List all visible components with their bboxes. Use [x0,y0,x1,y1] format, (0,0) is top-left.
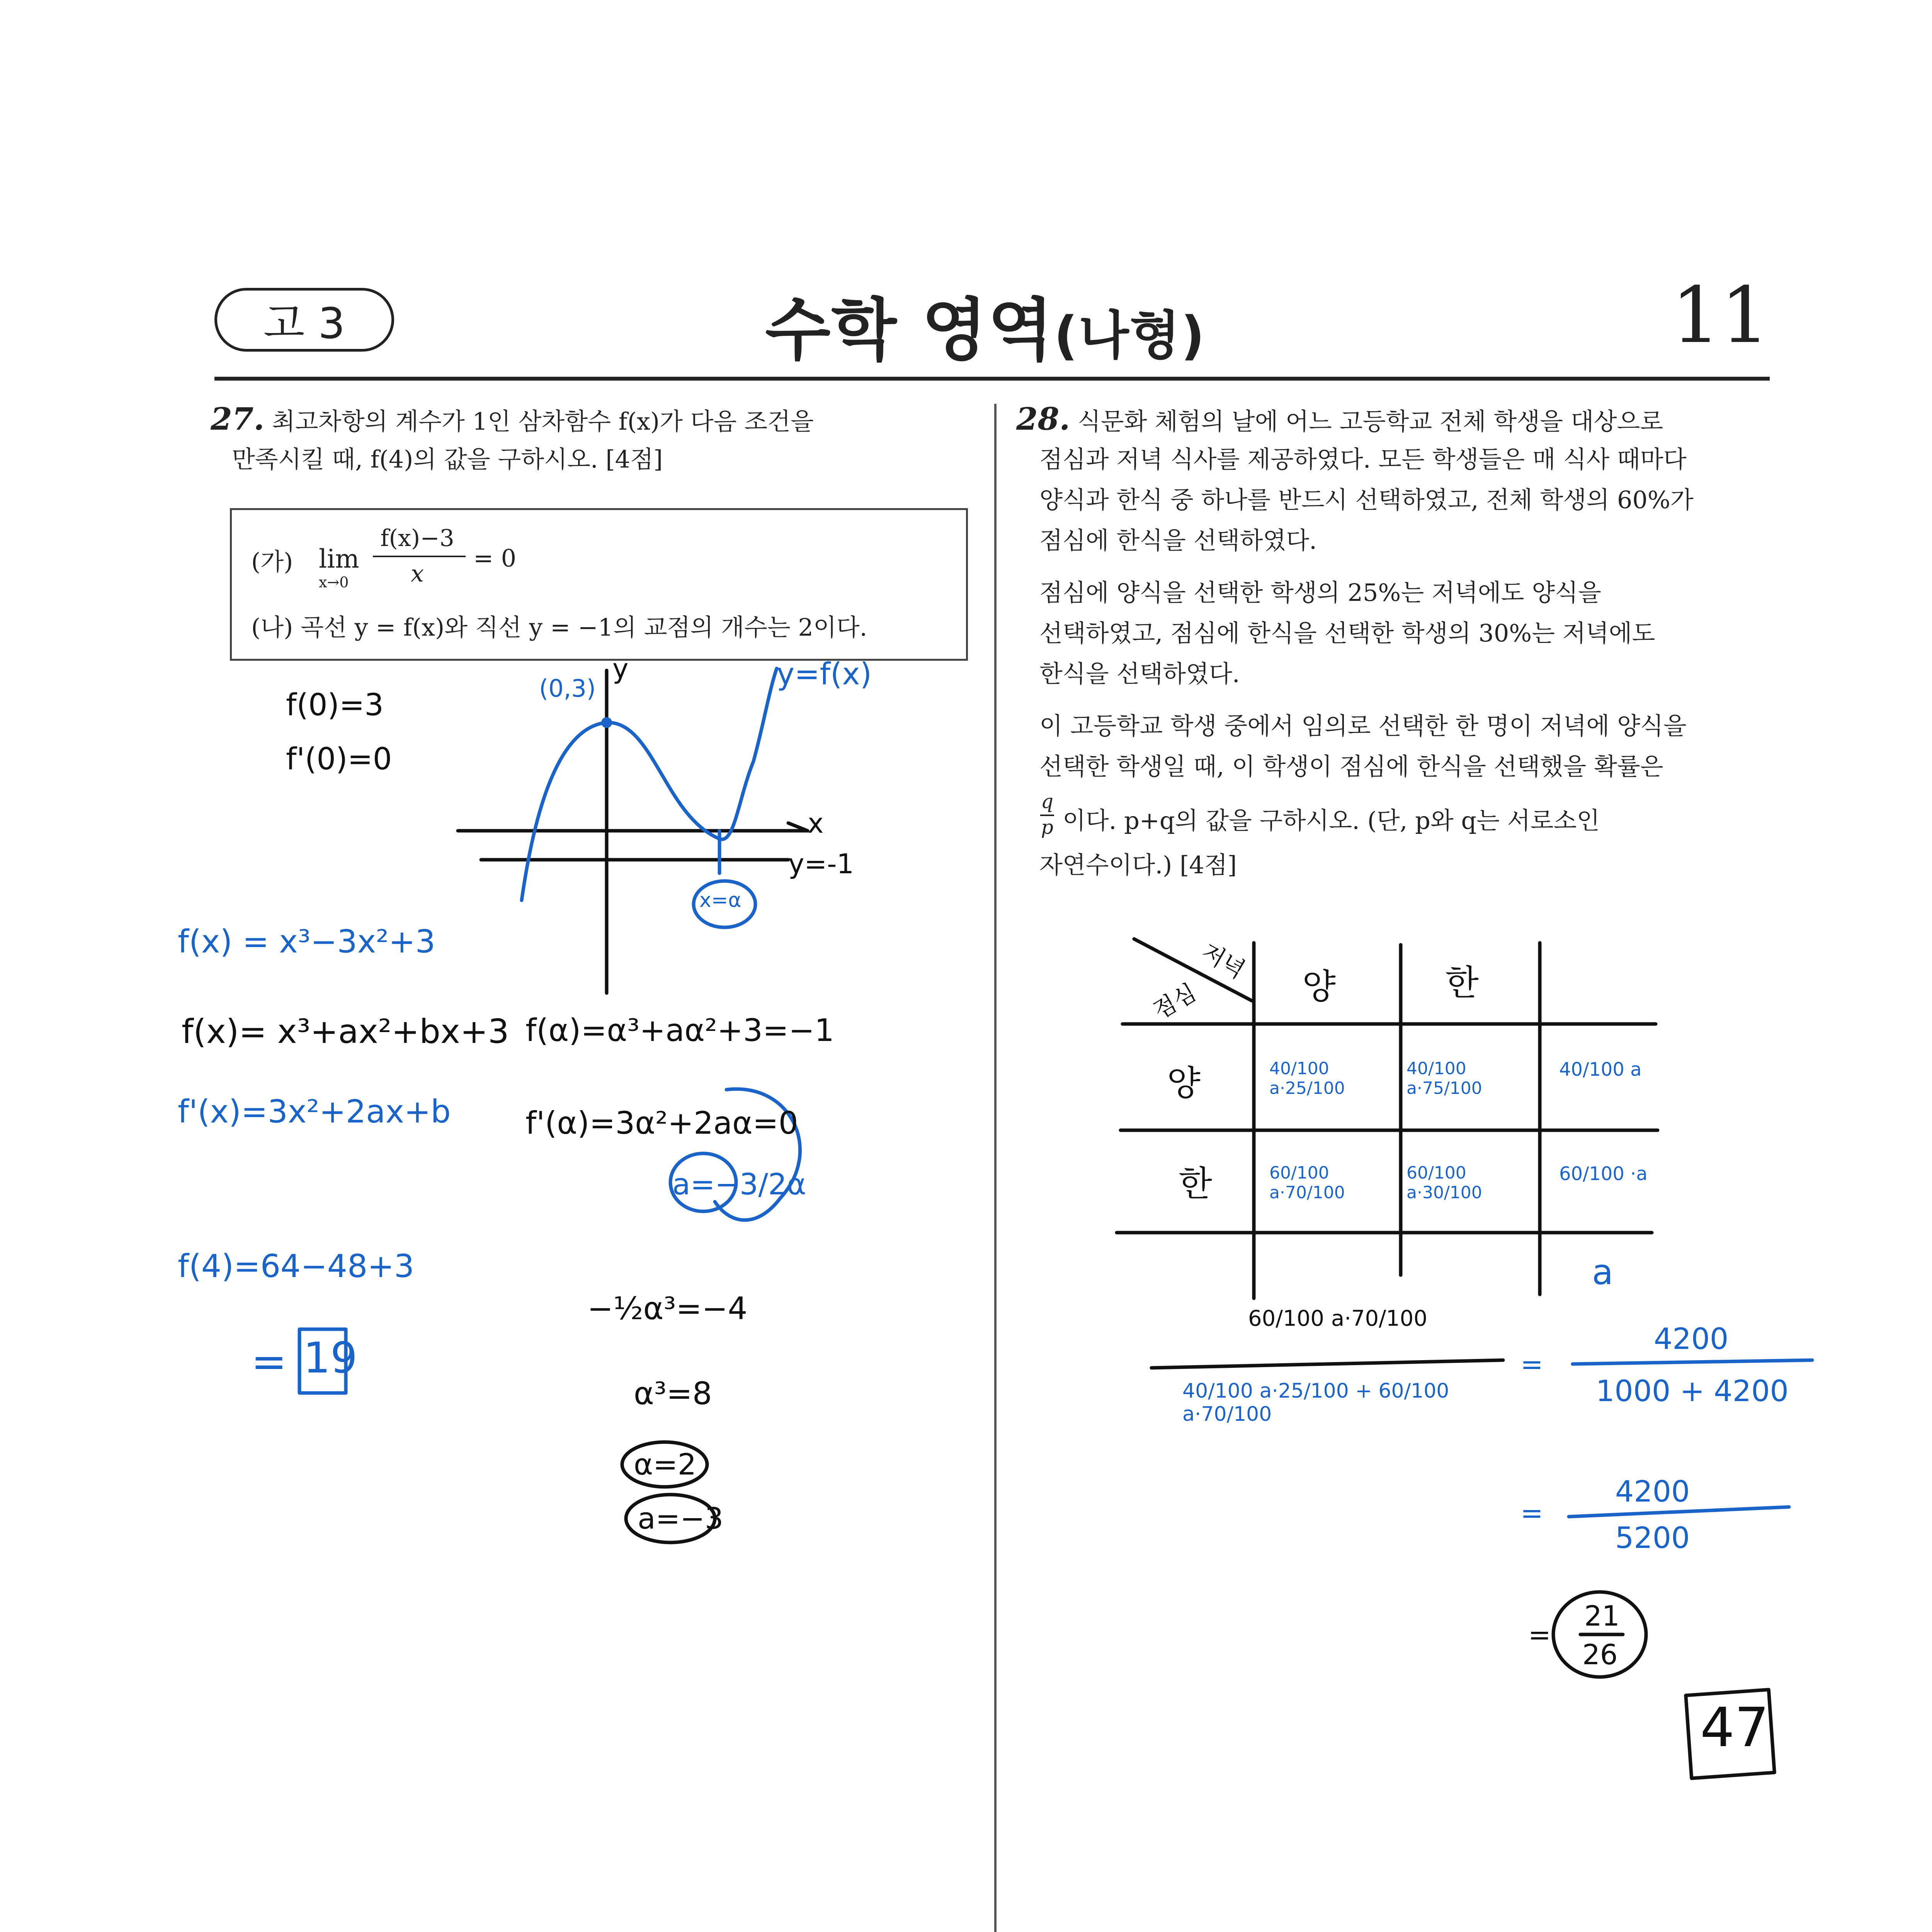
hw-answer-28: 47 [1700,1696,1769,1759]
hw-col1: 양 [1302,966,1336,1007]
hw-f4: f(4)=64−48+3 [178,1248,414,1285]
q28-p1-3: 양식과 한식 중 하나를 반드시 선택하였고, 전체 학생의 60%가 [1039,486,1694,514]
hw-result-den: 26 [1582,1638,1618,1671]
q28-p3-2: 선택한 학생일 때, 이 학생이 점심에 한식을 선택했을 확률은 [1039,752,1663,781]
q28-p3-1: 이 고등학교 학생 중에서 임의로 선택한 한 명이 저녁에 양식을 [1039,712,1687,740]
hw-cell-22: 60/100 a·30/100 [1406,1163,1482,1202]
hw-fx1: f(x) = x³−3x²+3 [178,923,435,960]
hw-fpx: f'(x)=3x²+2ax+b [178,1094,451,1130]
q28-p3-4: 자연수이다.) [4점] [1039,851,1237,879]
hw-root-label: x=α [699,889,742,912]
q27-number: 27. [211,401,265,437]
hw-y-axis-label: y [612,653,629,685]
q28-p2-2: 선택하였고, 점심에 한식을 선택한 학생의 30%는 저녁에도 [1039,619,1655,647]
hw-cell-13: 40/100 a [1559,1059,1642,1080]
hw-curve-label: y=f(x) [777,657,872,692]
hw-eq2: α³=8 [634,1376,712,1412]
q28-p1-1: 식문화 체험의 날에 어느 고등학교 전체 학생을 대상으로 [1077,407,1663,435]
cond-a-num: f(x)−3 [380,525,454,552]
q28-p2-1: 점심에 양식을 선택한 학생의 25%는 저녁에도 양식을 [1039,578,1601,607]
hw-answer-27: 19 [303,1333,357,1383]
hw-step2-den: 5200 [1615,1520,1690,1555]
page-number: 11 [1671,270,1770,361]
hw-eq-c: = [1528,1619,1551,1651]
q28-frac-num: q [1041,790,1053,813]
q28-frac-den: p [1041,816,1053,838]
hw-row2: 한 [1179,1163,1212,1204]
hw-prob-num: 60/100 a·70/100 [1248,1306,1427,1331]
hw-col2: 한 [1445,963,1479,1003]
hw-hdr-lunch: 점심 [1148,979,1201,1025]
q28-p2-3: 한식을 선택하였다. [1039,660,1240,688]
hw-eq-b: = [1520,1497,1543,1529]
hw-alpha: α=2 [634,1447,697,1481]
hw-result-num: 21 [1584,1600,1620,1632]
hw-eq1: −½α³=−4 [587,1291,748,1327]
grade-label: 고 3 [263,298,345,348]
cond-a-label: (가) [251,548,293,576]
hw-step1-num: 4200 [1654,1321,1729,1356]
hw-step2-num: 4200 [1615,1474,1690,1509]
cond-a-eq: = 0 [473,544,517,572]
hw-cell-23: 60/100 ·a [1559,1163,1648,1185]
hw-cell-12: 40/100 a·75/100 [1406,1059,1482,1098]
hw-cell-33: a [1592,1252,1614,1293]
cond-a-den: x [411,560,424,587]
q27-point-0-3 [601,717,612,728]
hw-x-axis-label: x [808,808,824,839]
cond-a-sub: x→0 [319,574,349,591]
cond-a-lim: lim [319,544,359,574]
hw-a-value: a=−3 [638,1501,724,1536]
q27-cubic-curve [522,668,777,900]
hw-equals: = [251,1337,287,1386]
hw-f-alpha: f(α)=α³+aα²+3=−1 [526,1012,834,1048]
hw-cell-21: 60/100 a·70/100 [1269,1163,1345,1202]
hw-row1: 양 [1167,1063,1201,1104]
hw-fp0: f'(0)=0 [286,742,392,777]
hw-prob-den: 40/100 a·25/100 + 60/100 a·70/100 [1182,1379,1449,1426]
hw-hdr-dinner: 저녁 [1197,938,1250,984]
hw-a-solution: a=−3/2α [672,1167,806,1201]
hw-fx2: f(x)= x³+ax²+bx+3 [182,1012,509,1051]
cond-b: (나) 곡선 y = f(x)와 직선 y = −1의 교점의 개수는 2이다. [251,613,867,641]
q28-p1-2: 점심과 저녁 식사를 제공하였다. 모든 학생들은 매 식사 때마다 [1039,445,1687,473]
hw-point-label: (0,3) [539,674,596,702]
q28-big-fraction-bar [1151,1360,1503,1368]
hw-hline-label: y=-1 [788,848,854,880]
q28-number: 28. [1016,401,1070,437]
q28-table-grid [1117,939,1658,1298]
title-sub: (나형) [1054,305,1206,366]
q28-p3-3: 이다. p+q의 값을 구하시오. (단, p와 q는 서로소인 [1063,806,1600,835]
q28-p1-4: 점심에 한식을 선택하였다. [1039,526,1317,554]
step1-bar [1573,1360,1812,1364]
hw-cell-11: 40/100 a·25/100 [1269,1059,1345,1098]
hw-f0: f(0)=3 [286,688,384,723]
hw-fp-alpha: f'(α)=3α²+2aα=0 [526,1105,798,1141]
q27-text-2: 만족시킬 때, f(4)의 값을 구하시오. [4점] [232,445,663,473]
q27-text-1: 최고차항의 계수가 1인 삼차함수 f(x)가 다음 조건을 [272,407,814,435]
hw-eq-a: = [1520,1349,1543,1380]
q27-graph-axes [458,670,808,993]
hw-step1-den: 1000 + 4200 [1596,1374,1789,1408]
title-main: 수학 영역 [765,291,1054,370]
